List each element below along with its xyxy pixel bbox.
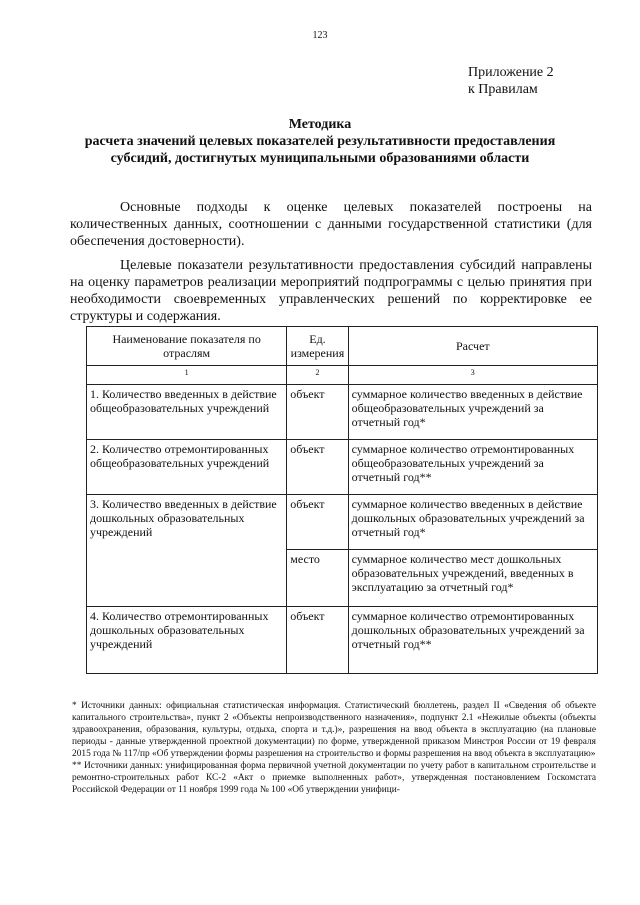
- indicator-calculation: суммарное количество отремонтированных дошкольных образовательных учреждений за отчетный год**: [348, 607, 597, 674]
- footnote-1: * Источники данных: официальная статистическая информация. Статистический бюллетень, раздел II «Сведения об объекте капитального строительства», пункт 2 «Объекты непроизводственного назначения», подпункт 2.1 «Нежилые объекты (объекты здравоохранения, образования, культуры, отдыха, спорта и т.д.)», разрешения на ввод объекта в эксплуатацию (на плановые периоды - данные утвержденной проектной документации) по форме, утвержденной приказом Минстроя России от 19 февраля 2015 года № 117/пр «Об утверждении формы разрешения на строительство и формы разрешения на ввод объекта в эксплуатацию»: [72, 701, 596, 759]
- indicator-name: 3. Количество введенных в действие дошкольных образовательных учреждений: [87, 495, 287, 550]
- indicator-calculation: суммарное количество отремонтированных общеобразовательных учреждений за отчетный год**: [348, 440, 597, 495]
- table-row: [87, 440, 598, 495]
- column-number: 1: [87, 366, 287, 385]
- title-line-1: Методика: [288, 117, 352, 132]
- indicator-calculation: суммарное количество введенных в действие общеобразовательных учреждений за отчетный год*: [348, 385, 597, 440]
- appendix-line-2: к Правилам: [468, 82, 538, 97]
- paragraph-targets: Целевые показатели результативности предоставления субсидий направлены на оценку параметров реализации мероприятий подпрограммы с целью принятия при необходимости своевременных управленческих решений по корректировке ее структуры и содержания.: [70, 258, 592, 324]
- paragraph-approaches: Основные подходы к оценке целевых показателей построены на количественных данных, соотношении с данными государственной статистики (для обеспечения достоверности).: [70, 200, 592, 249]
- footnote-2: ** Источники данных: унифицированная форма первичной учетной документации по учету работ в капитальном строительстве и ремонтно-строительных работ КС-2 «Акт о приемке выполненных работ», утвержденная постановлением Госкомстата Российской Федерации от 11 ноября 1999 года № 100 «Об утверждении унифици-: [72, 761, 596, 795]
- header-unit: Ед. измерения: [287, 327, 348, 366]
- table-row: [87, 550, 598, 607]
- footnotes: [72, 700, 596, 796]
- indicator-name: 1. Количество введенных в действие общеобразовательных учреждений: [87, 385, 287, 440]
- appendix-label: [468, 64, 554, 98]
- indicator-unit: объект: [287, 440, 348, 495]
- indicator-unit: объект: [287, 607, 348, 674]
- indicator-calculation: суммарное количество введенных в действие дошкольных образовательных учреждений за отчетный год*: [348, 495, 597, 550]
- document-title: [40, 116, 600, 167]
- table-row: [87, 495, 598, 550]
- indicator-name: 2. Количество отремонтированных общеобразовательных учреждений: [87, 440, 287, 495]
- appendix-line-1: Приложение 2: [468, 65, 554, 80]
- table-row: [87, 607, 598, 674]
- column-number-row: [87, 366, 598, 385]
- header-indicator-name: Наименование показателя по отраслям: [87, 327, 287, 366]
- indicators-table: [86, 326, 598, 674]
- table-header-row: [87, 327, 598, 366]
- column-number: 2: [287, 366, 348, 385]
- indicator-name-continued: [87, 550, 287, 607]
- indicator-calculation: суммарное количество мест дошкольных образовательных учреждений, введенных в эксплуатацию за отчетный год*: [348, 550, 597, 607]
- indicator-unit: место: [287, 550, 348, 607]
- header-calculation: Расчет: [348, 327, 597, 366]
- table-row: [87, 385, 598, 440]
- column-number: 3: [348, 366, 597, 385]
- title-line-3: субсидий, достигнутых муниципальными образованиями области: [110, 151, 530, 166]
- indicator-unit: объект: [287, 385, 348, 440]
- title-line-2: расчета значений целевых показателей результативности предоставления: [84, 134, 556, 149]
- indicator-unit: объект: [287, 495, 348, 550]
- page-number: 123: [312, 30, 328, 41]
- indicator-name: 4. Количество отремонтированных дошкольных образовательных учреждений: [87, 607, 287, 674]
